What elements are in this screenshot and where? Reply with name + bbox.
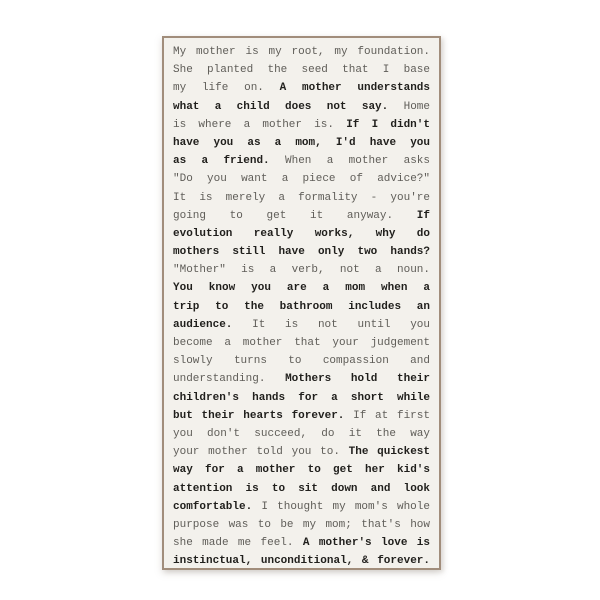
sign-text-line bbox=[173, 116, 430, 134]
sign-text-line bbox=[173, 79, 430, 97]
sign-text-segment: "Do you want a piece of advice?" bbox=[173, 173, 430, 186]
sign-text-line bbox=[173, 279, 430, 297]
sign-text-segment: Home bbox=[403, 100, 430, 113]
sign-text-bold-segment: but their hearts forever. bbox=[173, 409, 354, 422]
sign-text-line bbox=[173, 552, 430, 570]
sign-text-line bbox=[173, 98, 430, 116]
sign-text-line bbox=[173, 316, 430, 334]
sign-text-segment: is where a mother is. bbox=[173, 118, 347, 131]
sign-text-segment: My mother is my root, my foundation. bbox=[173, 46, 430, 58]
sign-text-segment: purpose was to be my mom; that's how bbox=[173, 518, 430, 531]
sign-text-bold-segment: comfortable. bbox=[173, 500, 262, 513]
sign-text-segment: I thought my mom's whole bbox=[261, 500, 430, 513]
sign-text-line bbox=[173, 461, 430, 479]
sign-text-segment: you don't succeed, do it the way bbox=[173, 427, 430, 440]
sign-text-segment: slowly turns to compassion and bbox=[173, 355, 430, 368]
sign-text-segment: It is not until you bbox=[252, 318, 430, 331]
sign-text-bold-segment: A mother understands bbox=[279, 82, 430, 95]
sign-text-bold-segment: The quickest bbox=[348, 446, 430, 459]
sign-text-bold-segment: You know you are a mom when a bbox=[173, 282, 430, 295]
sign-text-line bbox=[173, 534, 430, 552]
sign-text-line bbox=[173, 443, 430, 461]
sign-text-line bbox=[173, 480, 430, 498]
sign-text-bold-segment: what a child does not say. bbox=[173, 100, 404, 113]
sign-text-line bbox=[173, 225, 430, 243]
sign-text-line bbox=[173, 498, 430, 516]
sign-text-line bbox=[173, 352, 430, 370]
sign-text-bold-segment: evolution really works, why do bbox=[173, 227, 430, 240]
sign-text-bold-segment: trip to the bathroom includes an bbox=[173, 300, 430, 313]
sign-text-segment: my life on. bbox=[173, 82, 280, 95]
sign-text-line bbox=[173, 61, 430, 79]
sign-text-bold-segment: audience. bbox=[173, 318, 253, 331]
sign-text-line bbox=[173, 134, 430, 152]
sign-text-bold-segment: children's hands for a short while bbox=[173, 391, 430, 404]
sign-text-bold-segment: as a friend. bbox=[173, 155, 285, 168]
sign-text-segment: become a mother that your judgement bbox=[173, 337, 430, 349]
sign-text-segment: When a mother asks bbox=[285, 155, 430, 168]
sign-text-line bbox=[173, 389, 430, 407]
sign-text-segment: She planted the seed that I base bbox=[173, 64, 430, 77]
sign-text-bold-segment: If I didn't bbox=[346, 118, 430, 131]
sign-text-segment: she made me feel. bbox=[173, 537, 303, 550]
sign-text-line bbox=[173, 425, 430, 443]
sign-text-line bbox=[173, 370, 430, 388]
sign-text-segment: It is merely a formality - you're bbox=[173, 191, 430, 204]
sign-text-bold-segment: A mother's love is bbox=[302, 537, 430, 550]
sign-text-bold-segment: Mothers hold their bbox=[285, 373, 430, 386]
sign-text-line bbox=[173, 261, 430, 279]
sign-text-line bbox=[173, 43, 430, 61]
sign-text-bold-segment: way for a mother to get her kid's bbox=[173, 464, 430, 477]
sign-text-line bbox=[173, 516, 430, 534]
sign-text-line bbox=[173, 334, 430, 352]
mother-quotes-sign bbox=[162, 36, 441, 570]
sign-text-line bbox=[173, 170, 430, 188]
sign-text-bold-segment: mothers still have only two hands? bbox=[173, 246, 430, 259]
sign-text-segment: your mother told you to. bbox=[173, 446, 349, 459]
sign-text-bold-segment: instinctual, unconditional, & forever. bbox=[173, 555, 430, 568]
sign-text-segment: If at first bbox=[353, 409, 430, 422]
sign-text-segment: "Mother" is a verb, not a noun. bbox=[173, 264, 430, 277]
sign-text-line bbox=[173, 407, 430, 425]
sign-text-line bbox=[173, 152, 430, 170]
sign-text-bold-segment: attention is to sit down and look bbox=[173, 482, 430, 495]
sign-text-segment: going to get it anyway. bbox=[173, 209, 417, 222]
sign-text-line bbox=[173, 243, 430, 261]
sign-text-bold-segment: have you as a mom, I'd have you bbox=[173, 136, 430, 149]
sign-text-line bbox=[173, 207, 430, 225]
sign-text-line bbox=[173, 298, 430, 316]
sign-text-bold-segment: If bbox=[416, 209, 430, 222]
sign-text-line bbox=[173, 189, 430, 207]
sign-text-segment: understanding. bbox=[173, 373, 286, 386]
sign-text bbox=[173, 43, 430, 570]
